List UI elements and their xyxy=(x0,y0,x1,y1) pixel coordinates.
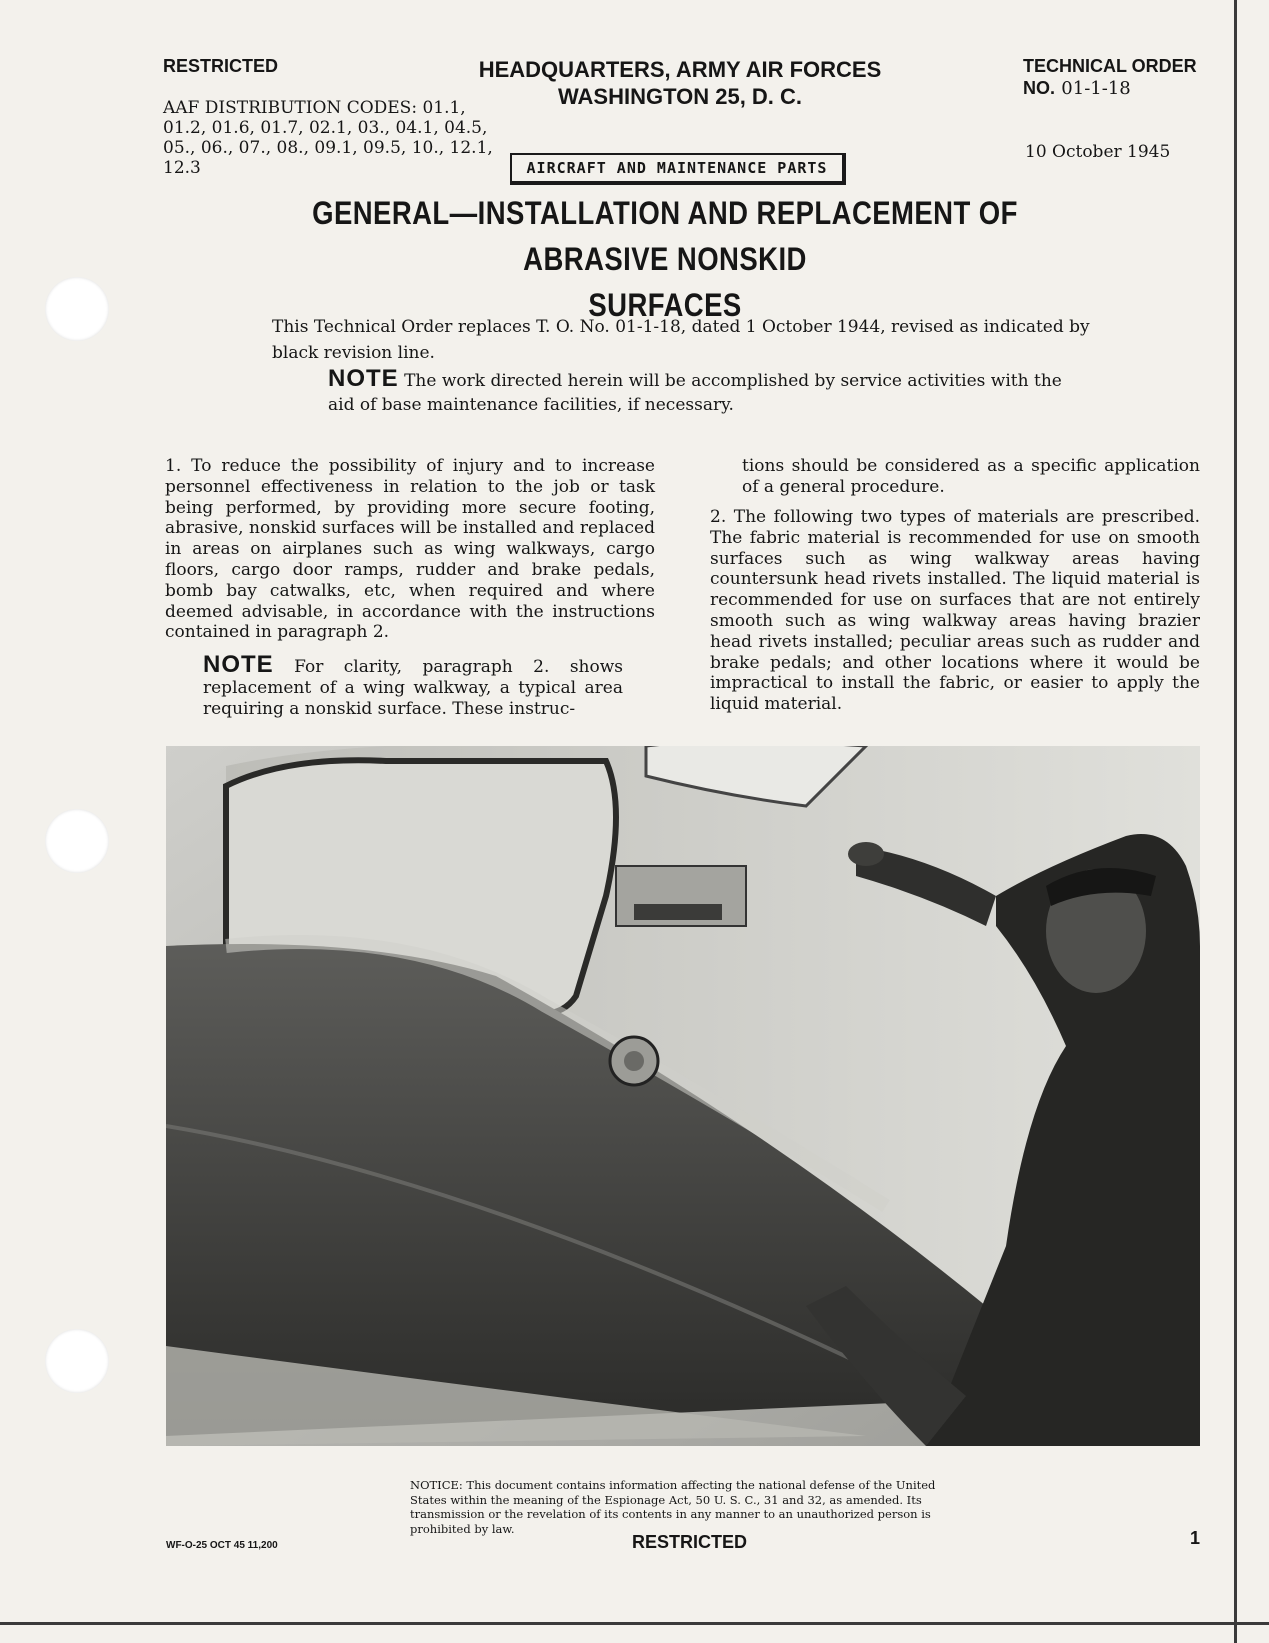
document-title xyxy=(265,190,1065,328)
punch-hole-middle xyxy=(45,809,109,873)
page-border-bottom xyxy=(0,1622,1269,1625)
classification-top: RESTRICTED xyxy=(163,56,279,76)
paragraph-1: 1. To reduce the possibility of injury and to increase personnel effectiveness in relation to the job or task being performed, by providing more secure footing, abrasive, nonskid surfaces will be installed and replaced in areas on airplanes such as wing walkways, cargo floors, cargo door ramps, rudder and brake pedals, bomb bay catwalks, etc, when required and where deemed advisable, in accordance with the instructions contained in paragraph 2. xyxy=(165,456,655,643)
issuing-authority xyxy=(470,56,890,110)
to-no-prefix: NO. xyxy=(1023,78,1056,98)
classification-bottom: RESTRICTED xyxy=(632,1532,748,1552)
category-badge: AIRCRAFT AND MAINTENANCE PARTS xyxy=(510,153,846,185)
hq-line-1: HEADQUARTERS, ARMY AIR FORCES xyxy=(478,57,882,82)
replaces-statement: This Technical Order replaces T. O. No. 01-1-18, dated 1 October 1944, revised as indicated by black revision line. xyxy=(272,317,1090,363)
punch-hole-bottom xyxy=(45,1329,109,1393)
paragraph-2: 2. The following two types of materials are prescribed. The fabric material is recommended for use on smooth surfaces such as wing walkway areas having countersunk head rivets installed. The liquid material is recommended for use on surfaces that are not entirely smooth such as wing walkway areas having brazier head rivets installed; peculiar areas such as rudder and brake pedals; and other locations where it would be impractical to install the fabric, or easier to apply the liquid material. xyxy=(710,507,1200,715)
clarity-note-label: NOTE xyxy=(203,651,274,678)
intro-note-label: NOTE xyxy=(328,365,399,392)
technical-order-label: TECHNICAL ORDER xyxy=(1023,56,1197,76)
hq-line-2: WASHINGTON 25, D. C. xyxy=(557,84,803,109)
title-line-2: SURFACES xyxy=(588,287,742,323)
page-number: 1 xyxy=(1190,1528,1201,1548)
technical-order-number xyxy=(1023,77,1197,100)
issue-date: 10 October 1945 xyxy=(1025,142,1171,162)
page-border-right xyxy=(1234,0,1237,1643)
wing-walkway-photo xyxy=(166,746,1200,1446)
clarity-note xyxy=(203,651,624,719)
title-line-1: GENERAL—INSTALLATION AND REPLACEMENT OF ABRASIVE NONSKID xyxy=(312,195,1018,277)
print-code: WF-O-25 OCT 45 11,200 xyxy=(166,1540,278,1551)
clarity-note-continued: tions should be considered as a specific application of a general procedure. xyxy=(742,456,1200,497)
to-no-value: 01-1-18 xyxy=(1061,78,1131,99)
distribution-codes: AAF DISTRIBUTION CODES: 01.1, 01.2, 01.6, 01.7, 02.1, 03., 04.1, 04.5, 05., 06., 07., 08., 09.1, 09.5, 10., 12.1, 12.3 xyxy=(163,98,493,178)
security-notice: NOTICE: This document contains information affecting the national defense of the United States within the meaning of the Espionage Act, 50 U. S. C., 31 and 32, as amended. Its transmission or the revelation of its contents in any manner to an unauthorized person is prohibited by law. xyxy=(410,1478,936,1536)
technical-order-block xyxy=(1023,55,1197,100)
clarity-note-text: For clarity, paragraph 2. shows replacement of a wing walkway, a typical area requiring a nonskid surface. These instruc- xyxy=(203,657,624,719)
intro-note-text: The work directed herein will be accomplished by service activities with the aid of base maintenance facilities, if necessary. xyxy=(328,371,1062,415)
intro-note xyxy=(328,367,1088,417)
punch-hole-top xyxy=(45,277,109,341)
